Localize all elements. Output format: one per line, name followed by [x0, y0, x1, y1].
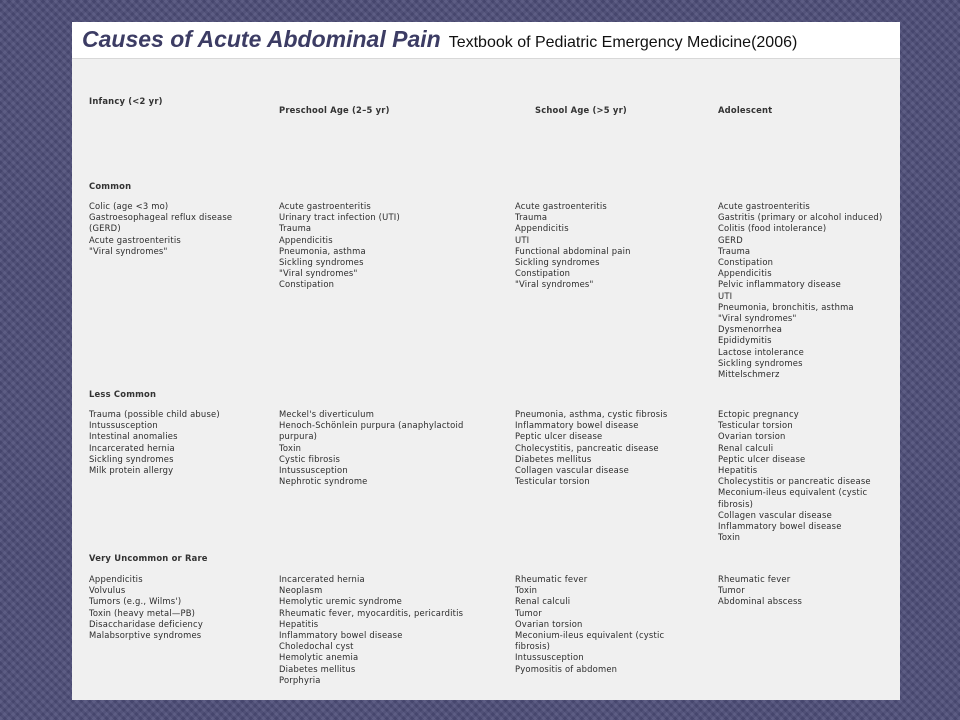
- cell-rare-school: Rheumatic fever Toxin Renal calculi Tumor Ovarian torsion Meconium-ileus equivalent (cystic fibrosis) Intussusception Pyomositis of abdomen: [515, 574, 665, 674]
- section-label-common: Common: [89, 181, 132, 191]
- cell-less-common-preschool: Meckel's diverticulum Henoch-Schönlein purpura (anaphylactoid purpura) Toxin Cystic fibrosis Intussusception Nephrotic syndrome: [279, 409, 464, 487]
- section-label-less-common: Less Common: [89, 389, 157, 399]
- cell-rare-adolescent: Rheumatic fever Tumor Abdominal abscess: [718, 574, 803, 607]
- cell-less-common-adolescent: Ectopic pregnancy Testicular torsion Ovarian torsion Renal calculi Peptic ulcer disease Hepatitis Cholecystitis or pancreatic disease Meconium-ileus equivalent (cystic fibrosis) Collagen vascular disease Inflammatory bowel disease Toxin: [718, 409, 871, 543]
- cell-rare-infancy: Appendicitis Volvulus Tumors (e.g., Wilms') Toxin (heavy metal—PB) Disaccharidase deficiency Malabsorptive syndromes: [89, 574, 204, 641]
- cell-common-infancy: Colic (age <3 mo) Gastroesophageal reflux disease (GERD) Acute gastroenteritis "Viral syndromes": [89, 201, 233, 256]
- slide: [72, 22, 900, 700]
- cell-common-preschool: Acute gastroenteritis Urinary tract infection (UTI) Trauma Appendicitis Pneumonia, asthma Sickling syndromes "Viral syndromes" Constipation: [279, 201, 400, 290]
- column-header-infancy: Infancy (<2 yr): [89, 96, 163, 106]
- cell-common-adolescent: Acute gastroenteritis Gastritis (primary or alcohol induced) Colitis (food intolerance) GERD Trauma Constipation Appendicitis Pelvic inflammatory disease UTI Pneumonia, bronchitis, asthma "Viral syndromes" Dysmenorrhea Epididymitis Lactose intolerance Sickling syndromes Mittelschmerz: [718, 201, 883, 380]
- section-label-rare: Very Uncommon or Rare: [89, 553, 208, 563]
- column-header-preschool: Preschool Age (2–5 yr): [279, 105, 390, 115]
- page-title: [82, 26, 797, 53]
- column-header-adolescent: Adolescent: [718, 105, 773, 115]
- cell-less-common-infancy: Trauma (possible child abuse) Intussusception Intestinal anomalies Incarcerated hernia Sickling syndromes Milk protein allergy: [89, 409, 220, 476]
- title-source: Textbook of Pediatric Emergency Medicine(2006): [448, 34, 798, 51]
- title-bar: [72, 22, 900, 59]
- cell-less-common-school: Pneumonia, asthma, cystic fibrosis Inflammatory bowel disease Peptic ulcer disease Cholecystitis, pancreatic disease Diabetes mellitus Collagen vascular disease Testicular torsion: [515, 409, 668, 487]
- title-main-text: Causes of Acute Abdominal Pain: [82, 26, 441, 52]
- column-header-school: School Age (>5 yr): [535, 105, 627, 115]
- cell-rare-preschool: Incarcerated hernia Neoplasm Hemolytic uremic syndrome Rheumatic fever, myocarditis, pericarditis Hepatitis Inflammatory bowel disease Choledochal cyst Hemolytic anemia Diabetes mellitus Porphyria: [279, 574, 464, 685]
- cell-common-school: Acute gastroenteritis Trauma Appendicitis UTI Functional abdominal pain Sickling syndromes Constipation "Viral syndromes": [515, 201, 631, 290]
